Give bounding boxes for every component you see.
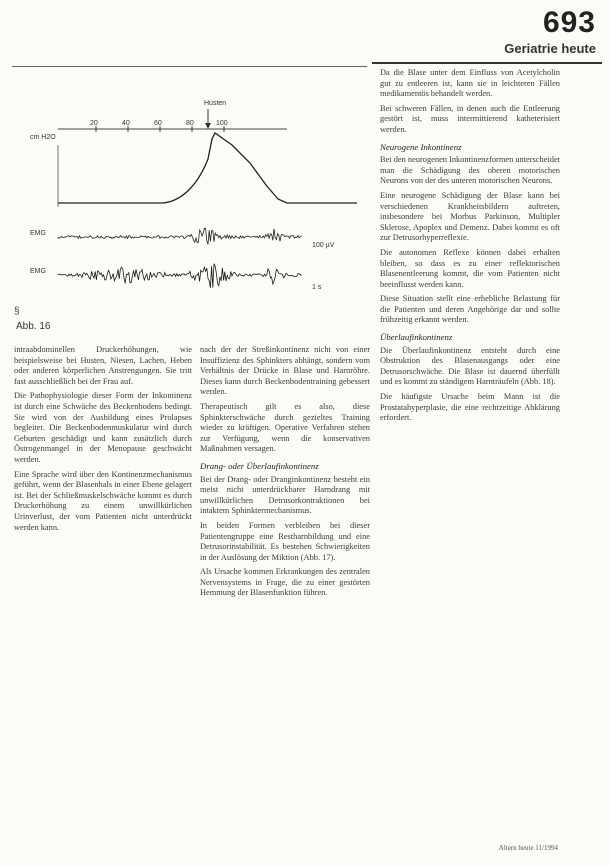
section-heading: Neurogene Inkontinenz — [380, 141, 462, 152]
marker-label: Husten — [204, 100, 227, 107]
scale-label: 100 µV — [312, 242, 335, 249]
tick-label: 100 — [216, 120, 228, 127]
paragraph: Da die Blase unter dem Einfluss von Acetylcholin gut zu entleeren ist, kann sie in leichteren Fällen medikamentös behandelt werden. — [380, 68, 560, 99]
figure-caption: Abb. 16 — [16, 321, 51, 332]
y-axis-label: cm H2O — [30, 134, 56, 141]
paragraph: intraabdominellen Druckerhöhungen, wie beispielsweise bei Husten, Niesen, Lachen, Heben oder anderen körperlichen Anstrengungen. Sie tritt fast ausschließlich bei der Frau auf. — [14, 345, 192, 386]
time-label: 1 s — [312, 284, 322, 291]
paragraph: Therapeutisch gilt es also, diese Sphinkterschwäche durch gezieltes Training wieder zu kräftigen. Operative Verfahren stehen zur Verfügung, wenn die konservativen Maßnahmen versagen. — [200, 401, 370, 454]
header-rule — [372, 62, 602, 64]
tick-label: 80 — [186, 120, 194, 127]
emg-trace-1 — [58, 228, 302, 244]
figure-corner-mark: § — [14, 306, 20, 317]
tick-label: 60 — [154, 120, 162, 127]
page-number: 693 — [542, 6, 596, 39]
urodynamic-figure — [12, 67, 367, 339]
pressure-trace — [58, 133, 357, 203]
paragraph: Bei schweren Fällen, in denen auch die Entleerung gestört ist, muss intermittierend katheterisiert werden. — [380, 103, 560, 134]
paragraph: Die häufigste Ursache beim Mann ist die Prostatahyperplasie, die eine rechtzeitige Abklärung erfordert. — [380, 392, 560, 423]
emg-label-1: EMG — [30, 230, 46, 237]
emg-trace-2 — [58, 264, 302, 288]
tick-label: 20 — [90, 120, 98, 127]
text-column-left — [14, 345, 192, 845]
paragraph: Bei der Drang- oder Dranginkontinenz besteht ein meist nicht unterdrückbarer Harndrang mit unwillkürlichen Detrusorkontraktionen bei intaktem Sphinktermechanismus. — [200, 474, 370, 516]
paragraph: Als Ursache kommen Erkrankungen des zentralen Nervensystems in Frage, die zu einer gestörten Hemmung der Blasenfunktion führen. — [200, 567, 370, 598]
figure — [12, 66, 367, 339]
page-footer: Altern heute 11/1994 — [498, 844, 558, 852]
text-column-middle — [200, 345, 370, 845]
paragraph: Die Pathophysiologie dieser Form der Inkontinenz ist durch eine Schwäche des Beckenbodens bedingt. Sie wird von der Ausbildung eines Prolapses begleitet. Die Beckenbodenmuskulatur wird durch Geburten geschädigt und kann zusätzlich durch Östrogenmangel in der Menopause geschwächt werden. — [14, 391, 192, 464]
section-heading: Überlaufinkontinenz — [380, 332, 453, 343]
paragraph: Die Überlaufinkontinenz entsteht durch eine Obstruktion des Blasenausgangs oder eine Detrusorschwäche. Die Blase ist dauernd überfüllt und es kommt zu ständigem Harnträufeln (Abb. 18). — [380, 345, 560, 387]
paragraph: Eine neurogene Schädigung der Blase kann bei verschiedenen Krankheitsbildern auftreten, insbesondere bei Morbus Parkinson, Multipler Sklerose, Apoplex und Demenz. Dabei kommt es oft zur Detrusorhyperreflexie. — [380, 190, 560, 243]
text-column-right — [380, 68, 560, 848]
marker-arrowhead — [205, 123, 211, 129]
paragraph: Eine Sprache wird über den Kontinenzmechanismus geführt, wenn der Blasenhals in einer Ebene gelagert ist. Bei der Schließmuskelschwäche kommt es durch Druckerhöhung zu einem unwillkürlichen Urinverlust, der vom Patienten nicht unterdrückt werden kann. — [14, 469, 192, 532]
journal-title: Geriatrie heute — [504, 41, 596, 56]
paragraph: nach der der Streßinkontinenz nicht von einer Insuffizienz des Sphinkters abhängt, sondern vom Verhältnis der Drücke in Blase und Harnröhre. Dieses kann durch Beckenbodentraining gebessert werden. — [200, 345, 370, 397]
paragraph: Bei den neurogenen Inkontinenzformen unterscheidet man die Schädigung des oberen motorischen Neurons von der des unteren motorischen Neurons. — [380, 155, 560, 186]
tick-label: 40 — [122, 120, 130, 127]
paragraph: In beiden Formen verbleiben bei dieser Patientengruppe eine Restharnbildung und eine Detrusorinstabilität. Es bestehen Schwierigkeiten in der Auslösung der Miktion (Abb. 17). — [200, 520, 370, 562]
paragraph: Diese Situation stellt eine erhebliche Belastung für die Patienten und deren Angehörige dar und sollte frühzeitig erkannt werden. — [380, 294, 560, 325]
emg-label-2: EMG — [30, 268, 46, 275]
section-heading: Drang- oder Überlaufinkontinenz — [200, 460, 319, 471]
paragraph: Die autonomen Reflexe können dabei erhalten bleiben, so dass es zu einer reflektorischen Blasenentleerung kommt, die vom Patienten nicht beeinflusst werden kann. — [380, 247, 560, 289]
